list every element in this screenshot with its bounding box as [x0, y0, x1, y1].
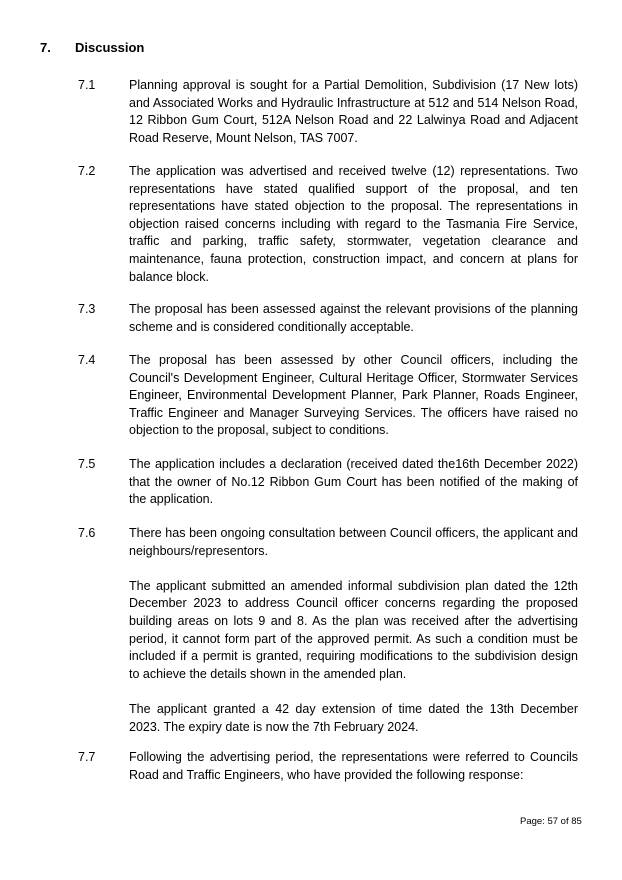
clause-body — [129, 352, 578, 440]
clause-paragraph: The applicant granted a 42 day extension of time dated the 13th December 2023. The expiry date is now the 7th February 2024. — [129, 701, 578, 734]
clause-body — [129, 525, 578, 736]
section-number: 7. — [40, 40, 51, 55]
clause-body — [129, 749, 578, 784]
clause-paragraph: The applicant submitted an amended informal subdivision plan dated the 12th December 2023 to address Council officer concerns regarding the proposed building areas on lots 9 and 8. As the plan was received after the advertising period, it cannot form part of the approved permit. As such a condition must be included if a permit is granted, requiring modifications to the subdivision design to achieve the details shown in the amended plan. — [129, 578, 578, 681]
clause-paragraph: There has been ongoing consultation between Council officers, the applicant and neighbours/representors. — [129, 526, 578, 558]
clause-number: 7.3 — [78, 302, 96, 316]
clause-number: 7.4 — [78, 353, 96, 367]
clause-number: 7.6 — [78, 526, 96, 540]
clause-number: 7.5 — [78, 457, 96, 471]
clause-paragraph: The application was advertised and received twelve (12) representations. Two representations have stated qualified support of the proposal, and ten representations have stated objection to the proposal. The representations in objection raised concerns including with regard to the Tasmania Fire Service, traffic and parking, traffic safety, stormwater, vegetation clearance and maintenance, fauna protection, construction impact, and concern at plans for balance block. — [129, 164, 578, 284]
page-number: Page: 57 of 85 — [520, 816, 582, 827]
clause-paragraph: The application includes a declaration (received dated the16th December 2022) that the owner of No.12 Ribbon Gum Court has been notified of the making of the application. — [129, 457, 578, 507]
clause-body — [129, 456, 578, 509]
clause-paragraph: Planning approval is sought for a Partial Demolition, Subdivision (17 New lots) and Associated Works and Hydraulic Infrastructure at 512 and 514 Nelson Road, 12 Ribbon Gum Court, 512A Nelson Road and 22 Lalwinya Road and Adjacent Road Reserve, Mount Nelson, TAS 7007. — [129, 78, 578, 145]
clause-paragraph: The proposal has been assessed by other Council officers, including the Council's Development Engineer, Cultural Heritage Officer, Stormwater Services Engineer, Environmental Development Planner, Park Planner, Roads Engineer, Traffic Engineer and Manager Surveying Services. The officers have raised no objection to the proposal, subject to conditions. — [129, 353, 578, 438]
clause-number: 7.1 — [78, 78, 96, 92]
clause-paragraph: Following the advertising period, the representations were referred to Councils Road and Traffic Engineers, who have provided the following response: — [129, 750, 578, 782]
clause-body — [129, 163, 578, 286]
clause-paragraph: The proposal has been assessed against the relevant provisions of the planning scheme and is considered conditionally acceptable. — [129, 302, 578, 334]
clause-number: 7.7 — [78, 750, 96, 764]
section-title: Discussion — [75, 40, 145, 55]
clause-body — [129, 77, 578, 147]
clause-number: 7.2 — [78, 164, 96, 178]
clause-body — [129, 301, 578, 336]
